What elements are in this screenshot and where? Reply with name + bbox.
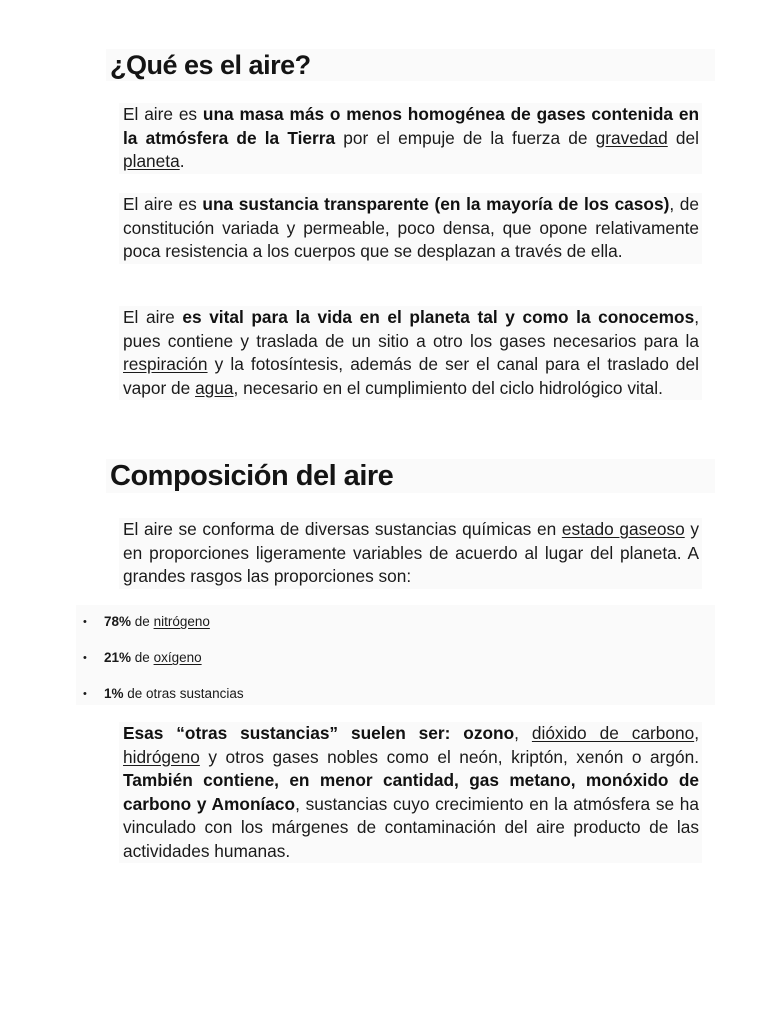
bullet-icon: • (83, 688, 87, 700)
text: El aire es (123, 194, 203, 214)
paragraph-transparent (119, 193, 702, 264)
heading-band-what-is-air (106, 49, 715, 81)
text: El aire es (123, 104, 203, 124)
bold-text: una sustancia transparente (en la mayoría de los casos) (202, 194, 670, 214)
text: y otros gases nobles como el neón, kriptón, xenón o argón. (199, 746, 699, 767)
percent-value: 21% (104, 650, 132, 665)
text: por el empuje de la fuerza de (335, 127, 596, 148)
bold-text: También contiene, en menor cantidad, gas metano, monóxido de carbono y Amoníaco (123, 770, 699, 814)
text: El aire se conforma de diversas sustancias químicas en (123, 519, 562, 539)
proportions-list-band (76, 605, 715, 705)
text: , necesario en el cumplimiento del ciclo hidrológico vital. (233, 377, 663, 398)
text: , de constitución variada y permeable, poco densa, que opone relativamente poca resistencia a los cuerpos que se desplazan a través de ella. (123, 194, 700, 261)
link-dioxido-de-carbono[interactable]: dióxido de carbono (531, 723, 695, 743)
text: , (694, 723, 699, 743)
link-planeta[interactable]: planeta (123, 151, 180, 171)
section-title: Composición del aire (110, 460, 394, 492)
link-oxigeno[interactable]: oxígeno (153, 650, 202, 665)
bold-text: Esas “otras sustancias” suelen ser: ozono (123, 723, 515, 743)
text: de (131, 614, 154, 629)
bold-text: es vital para la vida en el planeta tal y como la conocemos (182, 307, 695, 327)
text: y la fotosíntesis, además de ser el canal para el traslado del vapor de (123, 354, 699, 398)
text: . (179, 151, 185, 171)
link-agua[interactable]: agua (195, 377, 234, 398)
text: El aire (123, 307, 183, 327)
text: de otras sustancias (123, 686, 244, 701)
bold-text: una masa más o menos homogénea de gases contenida en la atmósfera de la Tierra (123, 104, 699, 148)
link-hidrogeno[interactable]: hidrógeno (123, 746, 200, 767)
link-gravedad[interactable]: gravedad (595, 127, 668, 148)
text: de (131, 650, 154, 665)
paragraph-definition (119, 103, 702, 174)
paragraph-other-substances (119, 722, 702, 863)
bullet-icon: • (83, 652, 87, 664)
percent-value: 78% (104, 614, 132, 629)
heading-band-composition (106, 459, 715, 493)
text: del (667, 127, 699, 148)
link-respiracion[interactable]: respiración (123, 354, 208, 374)
text: , pues contiene y traslada de un sitio a otro los gases necesarios para la (123, 307, 699, 351)
link-nitrogeno[interactable]: nitrógeno (153, 614, 210, 629)
paragraph-vital (119, 306, 702, 400)
paragraph-composition-intro (119, 518, 702, 589)
text: , (514, 723, 532, 743)
page-title: ¿Qué es el aire? (110, 50, 311, 80)
link-estado-gaseoso[interactable]: estado gaseoso (561, 519, 685, 539)
text: , sustancias cuyo crecimiento en la atmósfera se ha vinculado con los márgenes de contaminación del aire producto de las actividades humanas. (123, 793, 700, 861)
bullet-icon: • (83, 616, 87, 628)
percent-value: 1% (104, 686, 124, 701)
text: y en proporciones ligeramente variables de acuerdo al lugar del planeta. A grandes rasgos las proporciones son: (123, 519, 699, 586)
